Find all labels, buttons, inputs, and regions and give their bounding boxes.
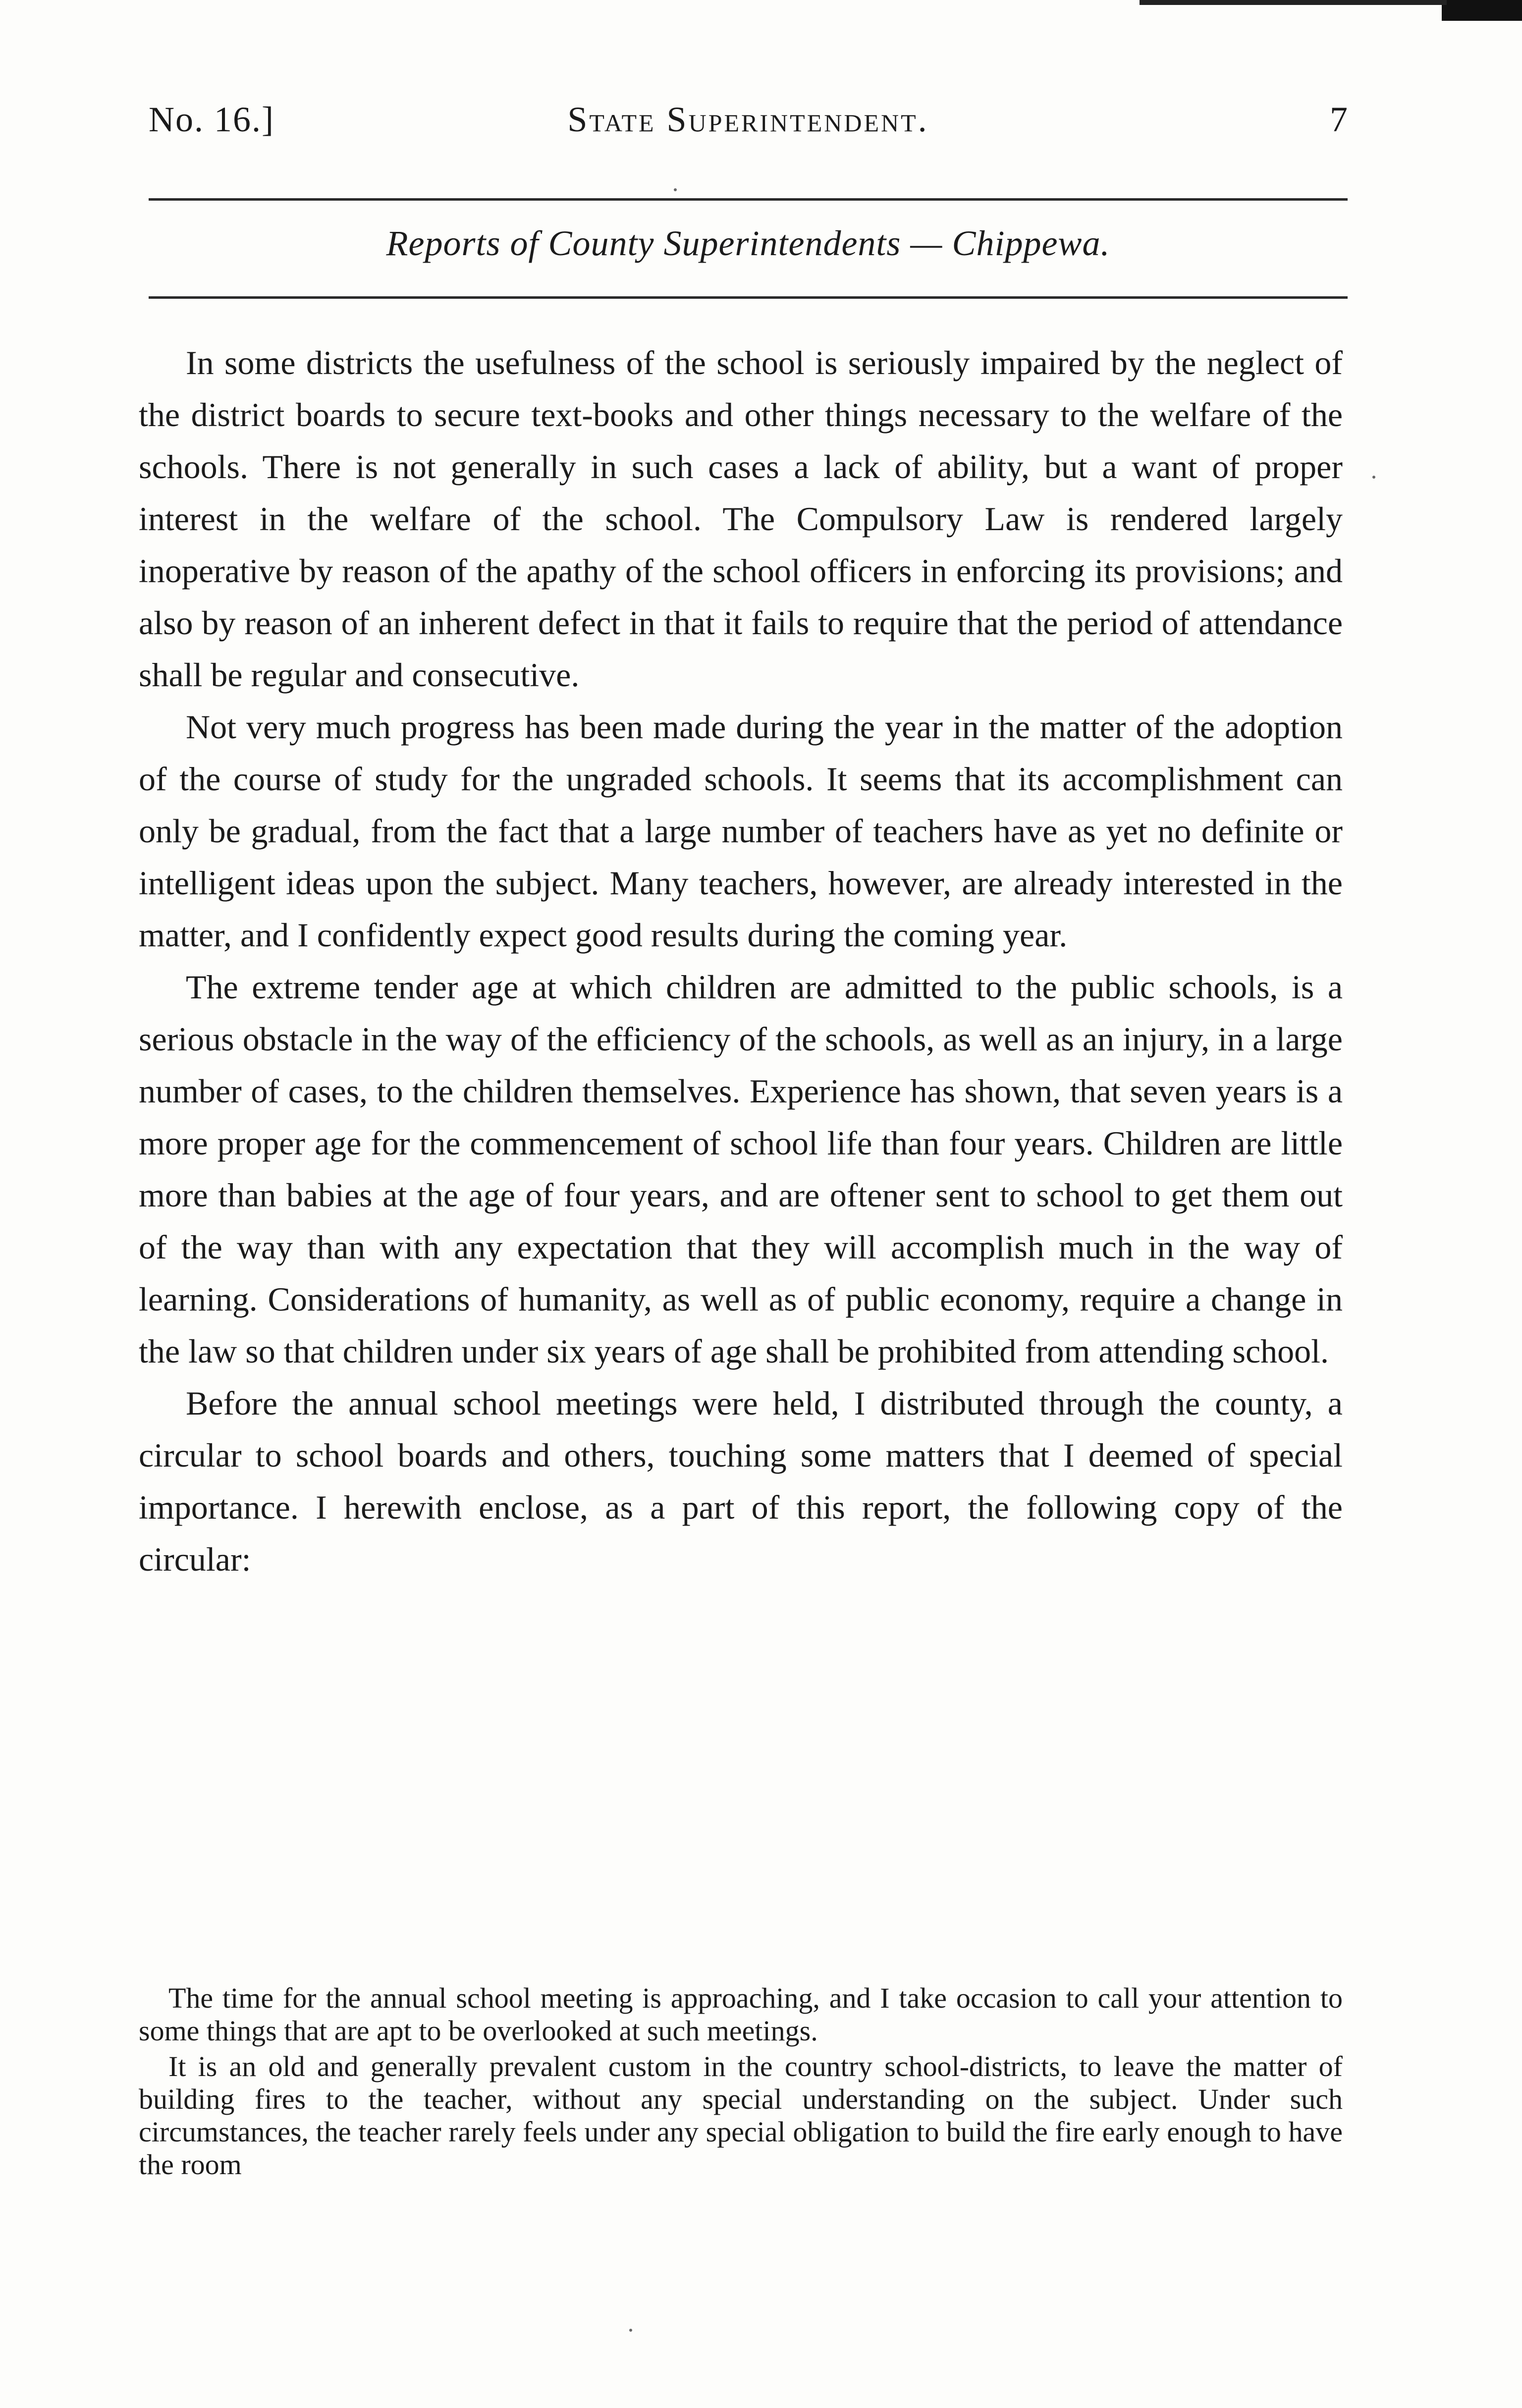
- paragraph-4: Before the annual school meetings were held, I distributed through the county, a circular to school boards and others, touching some matters that I deemed of special importance. I herewith enclose, as a part of this report, the following copy of the circular:: [139, 1384, 1343, 1578]
- circular-paragraph-1: The time for the annual school meeting is approaching, and I take occasion to call your attention to some things that are apt to be overlooked at such meetings.: [139, 1982, 1343, 2047]
- document-number: No. 16.]: [149, 100, 274, 139]
- header-rule-bottom: [149, 296, 1348, 299]
- section-subheading: Reports of County Superintendents — Chippewa.: [386, 223, 1110, 263]
- report-body: [139, 337, 1343, 1586]
- circular-excerpt: [139, 1982, 1343, 2184]
- circular-paragraph-2: It is an old and generally prevalent custom in the country school-districts, to leave the matter of building fires to the teacher, without any special understanding on the subject. Under such circumstances, the teacher rarely feels under any special obligation to build the fire early enough to have the room: [139, 2050, 1343, 2181]
- paragraph-2: Not very much progress has been made during the year in the matter of the adoption of the course of study for the ungraded schools. It seems that its accomplishment can only be gradual, from the fact that a large number of teachers have as yet no definite or intelligent ideas upon the subject. Many teachers, however, are already interested in the matter, and I confidently expect good results during the coming year.: [139, 708, 1343, 954]
- running-title: State Superintendent.: [567, 100, 929, 139]
- header-rule-top: [149, 198, 1348, 201]
- scan-edge-line: [1140, 0, 1447, 5]
- scan-speck: [629, 2329, 632, 2332]
- scan-speck: [674, 188, 677, 191]
- page-number: 7: [1330, 100, 1348, 139]
- paragraph-1: In some districts the usefulness of the school is seriously impaired by the neglect of the district boards to secure text-books and other things necessary to the welfare of the schools. There is not generally in such cases a lack of ability, but a want of proper interest in the welfare of the school. The Compulsory Law is rendered largely inoperative by reason of the apathy of the school officers in enforcing its provisions; and also by reason of an inherent defect in that it fails to require that the period of attendance shall be regular and consecutive.: [139, 344, 1343, 694]
- running-header: [149, 99, 1348, 154]
- scan-speck: [1372, 476, 1375, 479]
- scan-edge-mark: [1442, 0, 1522, 21]
- paragraph-3: The extreme tender age at which children are admitted to the public schools, is a serious obstacle in the way of the efficiency of the schools, as well as an injury, in a large number of cases, to the children themselves. Experience has shown, that seven years is a more proper age for the commencement of school life than four years. Children are little more than babies at the age of four years, and are oftener sent to school to get them out of the way than with any expectation that they will accomplish much in the way of learning. Considerations of humanity, as well as of public economy, require a change in the law so that children under six years of age shall be prohibited from attending school.: [139, 968, 1343, 1370]
